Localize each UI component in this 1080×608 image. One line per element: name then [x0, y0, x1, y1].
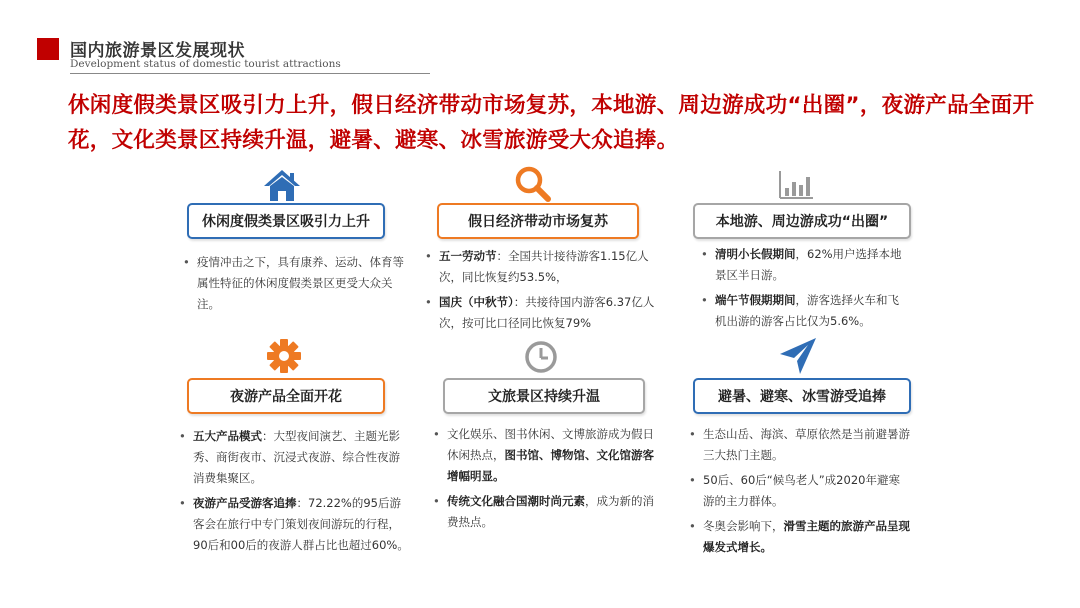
page-title: 国内旅游景区发展现状	[70, 41, 245, 61]
header-divider	[70, 73, 430, 74]
list-item: • 传统文化融合国潮时尚元素，成为新的消费热点。	[433, 491, 655, 533]
clock-icon	[524, 340, 558, 374]
headline: 休闲度假类景区吸引力上升，假日经济带动市场复苏，本地游、周边游成功“出圈”，夜游产品全面开花，文化类景区持续升温，避暑、避寒、冰雪旅游受大众追捧。	[68, 93, 1035, 153]
paper-plane-icon	[778, 336, 818, 376]
list-item: • 清明小长假期间，62%用户选择本地景区半日游。	[701, 244, 909, 286]
list-item: • 五一劳动节：全国共计接待游客1.15亿人次，同比恢复约53.5%，	[425, 246, 665, 288]
card-title-night-tour: 夜游产品全面开花	[187, 378, 385, 414]
list-item: • 文化娱乐、图书休闲、文博旅游成为假日休闲热点，图书馆、博物馆、文化馆游客增幅明显。	[433, 424, 655, 487]
bullet-list-culture	[433, 424, 655, 537]
card-title-leisure: 休闲度假类景区吸引力上升	[187, 203, 385, 239]
gear-icon	[266, 338, 302, 374]
bar-chart-icon	[778, 170, 814, 200]
list-item: • 端午节假期期间，游客选择火车和飞机出游的游客占比仅为5.6%。	[701, 290, 909, 332]
list-item: • 50后、60后“候鸟老人”成2020年避寒游的主力群体。	[689, 470, 911, 512]
list-item: • 冬奥会影响下，滑雪主题的旅游产品呈现爆发式增长。	[689, 516, 911, 558]
list-item: • 国庆（中秋节）：共接待国内游客6.37亿人次，按可比口径同比恢复79%	[425, 292, 665, 334]
bullet-list-leisure	[183, 252, 405, 319]
list-item: • 疫情冲击之下，具有康养、运动、体育等属性特征的休闲度假类景区更受大众关注。	[183, 252, 405, 315]
house-icon	[262, 168, 302, 202]
bullet-list-night-tour	[179, 426, 411, 560]
card-title-local-tourism: 本地游、周边游成功“出圈”	[693, 203, 911, 239]
search-icon	[514, 165, 552, 203]
card-title-seasonal: 避暑、避寒、冰雪游受追捧	[693, 378, 911, 414]
title-accent-square	[37, 38, 59, 60]
list-item: • 五大产品模式：大型夜间演艺、主题光影秀、商街夜市、沉浸式夜游、综合性夜游消费集聚区。	[179, 426, 411, 489]
bullet-list-local-tourism	[701, 244, 909, 336]
bullet-list-holiday-economy	[425, 246, 665, 338]
list-item: • 夜游产品受游客追捧：72.22%的95后游客会在旅行中专门策划夜间游玩的行程，90后和00后的夜游人群占比也超过60%。	[179, 493, 411, 556]
page-subtitle: Development status of domestic tourist attractions	[70, 58, 341, 70]
card-title-culture: 文旅景区持续升温	[443, 378, 645, 414]
list-item: • 生态山岳、海滨、草原依然是当前避暑游三大热门主题。	[689, 424, 911, 466]
bullet-list-seasonal	[689, 424, 911, 562]
card-title-holiday-economy: 假日经济带动市场复苏	[437, 203, 639, 239]
